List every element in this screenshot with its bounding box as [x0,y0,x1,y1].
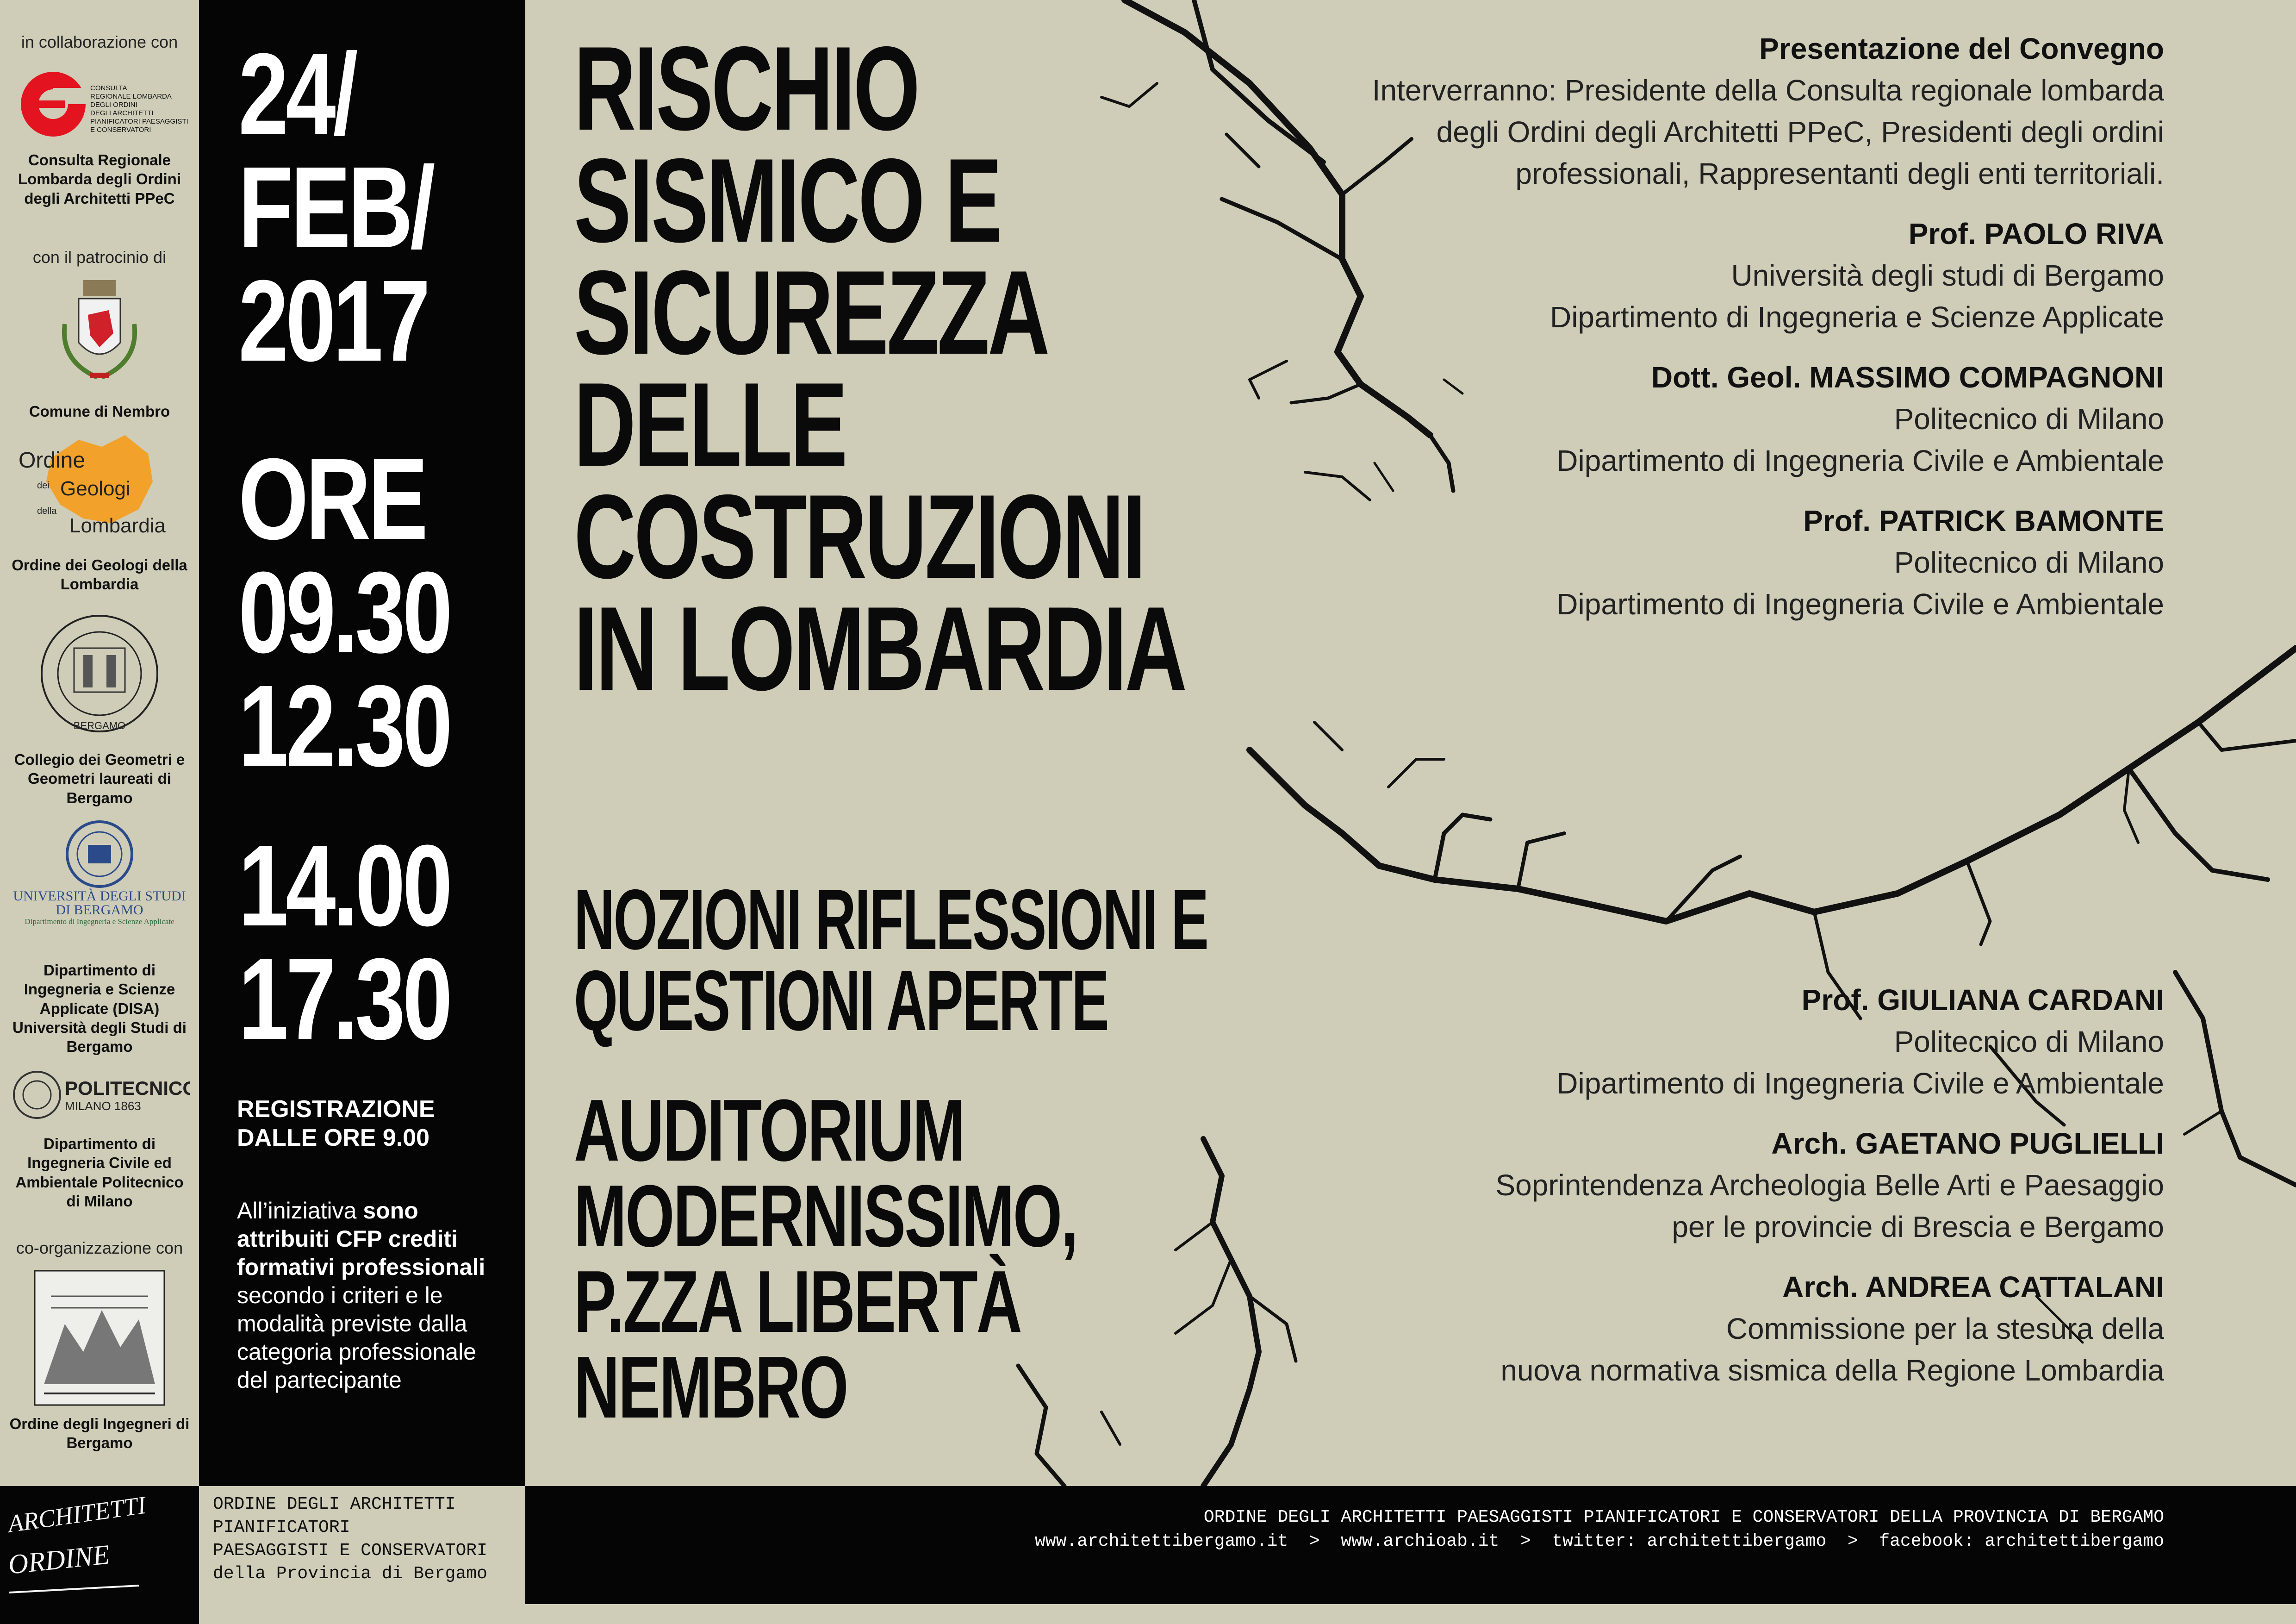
svg-text:POLITECNICO: POLITECNICO [65,1077,190,1099]
date-year: 2017 [238,256,428,385]
geologi-logo [9,426,190,546]
speakers-bottom [1146,979,2164,1391]
collab-label: in collaborazione con [21,32,178,51]
svg-text:Geologi: Geologi [60,477,131,500]
patrocinio-label: con il patrocinio di [32,248,167,267]
speaker-block: Prof. GIULIANA CARDANI Politecnico di Milano Dipartimento di Ingegneria Civile e Ambientale [1556,983,2164,1100]
speaker-block: Prof. PAOLO RIVA Università degli studi di Bergamo Dipartimento di Ingegneria e Scienze Applicate [1549,217,2164,334]
sponsor-sidebar [0,0,199,1486]
svg-text:E CONSERVATORI: E CONSERVATORI [90,126,151,134]
date-time-column [199,0,525,1486]
ingegneri-logo [9,1268,190,1407]
svg-text:MILANO 1863: MILANO 1863 [65,1099,141,1113]
geometri-seal [9,611,190,736]
event-venue: AUDITORIUM MODERNISSIMO, P.ZZA LIBERTÀ NEMBRO [574,1081,1077,1437]
unibg-caption: Dipartimento di Ingegneria e Scienze Applicate (DISA) Università degli Studi di Bergamo [12,962,187,1055]
svg-text:della: della [37,506,57,516]
footer-org: ORDINE DEGLI ARCHITETTI PIANIFICATORI PAESAGGISTI E CONSERVATORI della Provincia di Bergamo [199,1486,525,1624]
svg-text:UNIVERSITÀ DEGLI STUDI: UNIVERSITÀ DEGLI STUDI [13,888,186,904]
time-label: ORE [238,434,425,563]
date-day: 24/ [238,29,355,158]
nembro-caption: Comune di Nembro [29,403,170,420]
speaker-block: Arch. GAETANO PUGLIELLI Soprintendenza Archeologia Belle Arti e Paesaggio per le provincie di Brescia e Bergamo [1495,1127,2164,1243]
event-subtitle: NOZIONI RIFLESSIONI E QUESTIONI APERTE [574,872,1208,1049]
footer-links: www.architettibergamo.it > www.archioab.it > twitter: architettibergamo > facebook: architettibergamo [1035,1531,2164,1551]
ingegneri-caption: Ordine degli Ingegneri di Bergamo [9,1415,190,1452]
svg-text:Lombardia: Lombardia [69,514,166,537]
date-month: FEB/ [238,143,433,272]
svg-text:PIANIFICATORI PAESAGGISTI: PIANIFICATORI PAESAGGISTI [90,118,188,125]
speaker-block: Arch. ANDREA CATTALANI Commissione per la stesura della nuova normativa sismica della Regione Lombardia [1500,1270,2164,1387]
svg-text:Dipartimento di Ingegneria e S: Dipartimento di Ingegneria e Scienze Applicate [25,917,174,926]
footer-banner [525,1486,2296,1604]
speaker-block: Presentazione del Convegno Interverranno: Presidente della Consulta regionale lombarda degli Ordini degli Architetti PPeC, Presidenti degli ordini professionali, Rappresentanti degli enti territoriali. [1372,32,2164,190]
nembro-crest [9,278,190,398]
architetti-logo [0,1486,199,1624]
speakers-top [1146,28,2164,625]
svg-text:dei: dei [37,481,50,491]
polimi-caption: Dipartimento di Ingegneria Civile ed Ambientale Politecnico di Milano [15,1135,184,1210]
svg-text:ORDINE: ORDINE [6,1539,112,1580]
cfp-note: All’iniziativa sono attribuiti CFP crediti formativi professionali secondo i criteri e le modalità previste dalla categoria professionale del partecipante [237,1198,485,1393]
svg-text:BERGAMO: BERGAMO [73,720,126,731]
geologi-caption: Ordine dei Geologi della Lombardia [12,556,187,593]
svg-text:DEGLI ARCHITETTI: DEGLI ARCHITETTI [90,109,154,117]
svg-text:REGIONALE LOMBARDA: REGIONALE LOMBARDA [90,93,172,100]
morning-start: 09.30 [238,548,450,677]
afternoon-start: 14.00 [238,821,450,950]
registration-line-1: REGISTRAZIONE [237,1096,435,1123]
svg-text:DEGLI ORDINI: DEGLI ORDINI [90,101,137,109]
svg-text:DI BERGAMO: DI BERGAMO [56,902,143,918]
svg-text:ARCHITETTI: ARCHITETTI [6,1491,148,1538]
svg-text:CONSULTA: CONSULTA [90,84,127,92]
svg-text:Ordine: Ordine [19,448,86,473]
consulta-caption: Consulta Regionale Lombarda degli Ordini degli Architetti PPeC [18,151,181,207]
polimi-logo [9,1069,190,1120]
event-title: RISCHIO SISMICO E SICUREZZA DELLE COSTRUZIONI IN LOMBARDIA [574,21,1185,715]
consulta-logo [9,62,190,146]
morning-end: 12.30 [238,661,450,790]
unibg-logo [9,819,190,926]
registration-line-2: DALLE ORE 9.00 [237,1124,430,1151]
afternoon-end: 17.30 [238,934,450,1063]
footer-org-name: ORDINE DEGLI ARCHITETTI PAESAGGISTI PIANIFICATORI E CONSERVATORI DELLA PROVINCIA DI BERGAMO [1203,1507,2164,1527]
coorg-label: co-organizzazione con [16,1238,183,1257]
speaker-block: Prof. PATRICK BAMONTE Politecnico di Milano Dipartimento di Ingegneria Civile e Ambientale [1556,504,2164,621]
speaker-block: Dott. Geol. MASSIMO COMPAGNONI Politecnico di Milano Dipartimento di Ingegneria Civile e Ambientale [1556,361,2164,477]
geometri-caption: Collegio dei Geometri e Geometri laureati di Bergamo [14,751,185,806]
